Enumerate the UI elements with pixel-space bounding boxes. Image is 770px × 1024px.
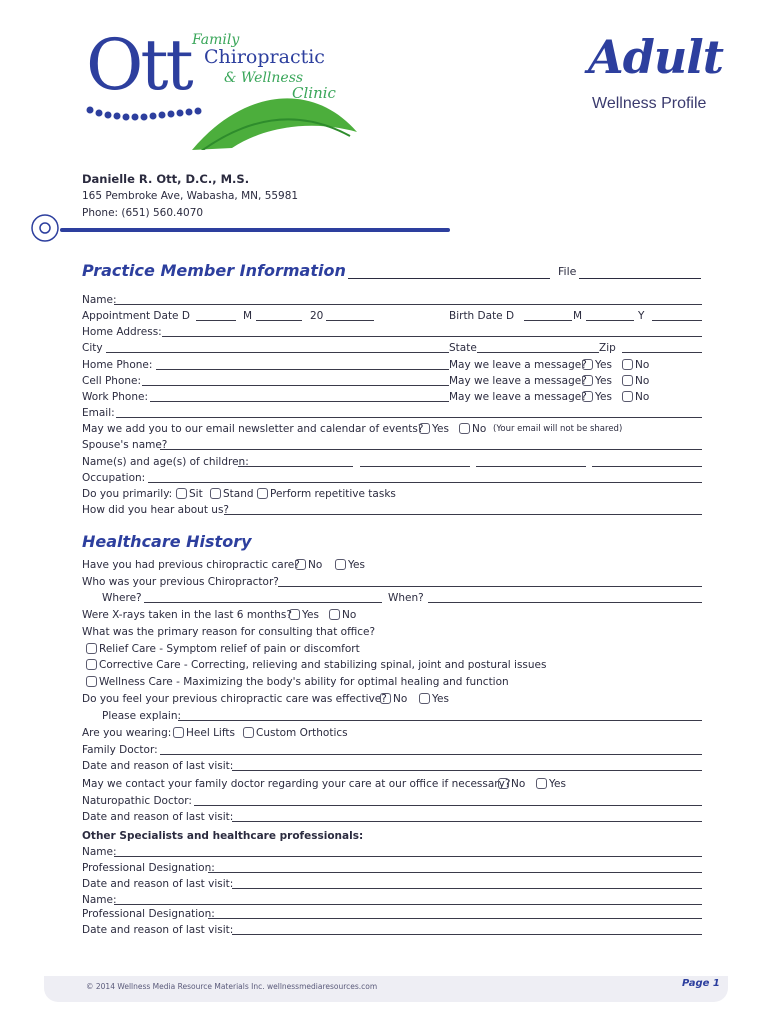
checkbox-icon	[86, 643, 97, 654]
checkbox-icon	[289, 609, 300, 620]
explain-field[interactable]	[178, 720, 702, 721]
target-icon	[30, 213, 60, 243]
child-field-1[interactable]	[238, 466, 353, 467]
naturopathic-row	[82, 793, 702, 809]
checkbox-icon	[329, 609, 340, 620]
home-address-row	[82, 324, 702, 340]
checkbox-icon	[176, 488, 187, 499]
no-label: No	[635, 375, 650, 387]
last-visit-label: Date and reason of last visit:	[82, 811, 234, 823]
primarily-stand[interactable]	[210, 486, 254, 502]
no-label: No	[511, 778, 526, 790]
when-label: When?	[388, 592, 424, 604]
checkbox-icon	[498, 778, 509, 789]
yes-label: Yes	[595, 375, 612, 387]
primary-reason-question: What was the primary reason for consulting that office?	[82, 626, 376, 638]
effective-yes[interactable]	[419, 691, 449, 707]
spouse-label: Spouse's name?	[82, 439, 168, 451]
yes-label: Yes	[549, 778, 566, 790]
child-field-4[interactable]	[592, 466, 702, 467]
occupation-field[interactable]	[148, 482, 702, 483]
wellness-care-option[interactable]	[86, 674, 509, 690]
wellness-care-row	[82, 674, 702, 690]
work-phone-label: Work Phone:	[82, 391, 148, 403]
primarily-row	[82, 486, 702, 502]
birth-month-label: M	[573, 310, 583, 322]
appointment-month-field[interactable]	[256, 320, 302, 321]
prev-chiro-label: Who was your previous Chiropractor?	[82, 576, 279, 588]
form-title: Adult	[588, 30, 724, 84]
naturopathic-field[interactable]	[194, 805, 702, 806]
designation-label: Professional Designation:	[82, 908, 215, 920]
checkbox-icon	[257, 488, 268, 499]
leave-message-label: May we leave a message?	[449, 359, 587, 371]
stand-label: Stand	[223, 488, 254, 500]
relief-care-option[interactable]	[86, 641, 360, 657]
checkbox-icon	[243, 727, 254, 738]
state-field[interactable]	[477, 352, 599, 353]
home-phone-row	[82, 357, 702, 373]
file-field[interactable]	[579, 278, 701, 279]
family-doctor-field[interactable]	[160, 754, 702, 755]
corrective-care-label: Corrective Care - Correcting, relieving and stabilizing spinal, joint and postural issues	[99, 659, 547, 671]
prev-chiro-field[interactable]	[278, 586, 702, 587]
name-row	[82, 292, 702, 308]
city-label: City	[82, 342, 103, 354]
no-label: No	[472, 423, 487, 435]
leave-message-label: May we leave a message?	[449, 391, 587, 403]
checkbox-icon	[459, 423, 470, 434]
family-doctor-row	[82, 742, 702, 758]
primarily-sit[interactable]	[176, 486, 203, 502]
last-visit-field[interactable]	[232, 888, 702, 889]
home-phone-label: Home Phone:	[82, 359, 153, 371]
checkbox-icon	[295, 559, 306, 570]
yes-label: Yes	[432, 693, 449, 705]
last-visit-row-2	[82, 809, 702, 825]
newsletter-yes[interactable]	[419, 421, 449, 437]
yes-label: Yes	[348, 559, 365, 571]
custom-orthotics-label: Custom Orthotics	[256, 727, 348, 739]
section-underline	[348, 278, 550, 279]
custom-orthotics-option[interactable]	[243, 725, 348, 741]
checkbox-icon	[582, 359, 593, 370]
checkbox-icon	[419, 423, 430, 434]
zip-field[interactable]	[622, 352, 702, 353]
corrective-care-option[interactable]	[86, 657, 547, 673]
appointment-day-field[interactable]	[196, 320, 236, 321]
name-field[interactable]	[114, 304, 702, 305]
occupation-row	[82, 470, 702, 486]
file-label: File	[558, 265, 577, 278]
child-field-2[interactable]	[360, 466, 470, 467]
checkbox-icon	[210, 488, 221, 499]
home-address-label: Home Address:	[82, 326, 162, 338]
yes-label: Yes	[432, 423, 449, 435]
cell-phone-message-no[interactable]	[622, 373, 649, 389]
yes-label: Yes	[595, 391, 612, 403]
doctor-name: Danielle R. Ott, D.C., M.S.	[82, 172, 250, 186]
children-label: Name(s) and age(s) of children:	[82, 456, 249, 468]
work-phone-field[interactable]	[150, 401, 449, 402]
repetitive-label: Perform repetitive tasks	[270, 488, 396, 500]
checkbox-icon	[536, 778, 547, 789]
section-practice-member-info: Practice Member Information	[82, 261, 346, 280]
xrays-row	[82, 607, 702, 623]
where-when-row	[82, 590, 702, 606]
primarily-repetitive[interactable]	[257, 486, 396, 502]
logo-family: Family	[192, 32, 240, 48]
logo-wellness: & Wellness	[224, 70, 304, 86]
appointment-year-field[interactable]	[326, 320, 374, 321]
work-phone-message-no[interactable]	[622, 389, 649, 405]
last-visit-field[interactable]	[232, 821, 702, 822]
email-field[interactable]	[116, 417, 702, 418]
checkbox-icon	[582, 391, 593, 402]
last-visit-field[interactable]	[232, 934, 702, 935]
wearing-label: Are you wearing:	[82, 727, 172, 739]
family-doctor-label: Family Doctor:	[82, 744, 158, 756]
children-row	[82, 454, 702, 470]
relief-care-label: Relief Care - Symptom relief of pain or discomfort	[99, 643, 360, 655]
home-phone-field[interactable]	[156, 369, 449, 370]
logo-clinic: Clinic	[292, 84, 336, 102]
name-label: Name:	[82, 294, 117, 306]
specialist-name-field[interactable]	[114, 904, 702, 905]
home-address-field[interactable]	[162, 336, 702, 337]
state-label: State	[449, 342, 477, 354]
checkbox-icon	[335, 559, 346, 570]
explain-row	[82, 708, 702, 724]
appointment-year-prefix: 20	[310, 310, 324, 322]
designation-row-2	[82, 906, 702, 922]
designation-field[interactable]	[208, 918, 702, 919]
hear-about-field[interactable]	[224, 514, 702, 515]
dates-row	[82, 308, 702, 324]
last-visit-row-1	[82, 758, 702, 774]
last-visit-label: Date and reason of last visit:	[82, 760, 234, 772]
clinic-logo	[82, 24, 362, 150]
wellness-care-label: Wellness Care - Maximizing the body's ability for optimal healing and function	[99, 676, 509, 688]
newsletter-row	[82, 421, 702, 437]
yes-label: Yes	[595, 359, 612, 371]
checkbox-icon	[86, 659, 97, 670]
checkbox-icon	[86, 676, 97, 687]
birth-date-label: Birth Date D	[449, 310, 515, 322]
divider-bar	[60, 228, 450, 232]
occupation-label: Occupation:	[82, 472, 146, 484]
birth-day-field[interactable]	[524, 320, 572, 321]
specialist-name-row-1	[82, 844, 702, 860]
newsletter-question: May we add you to our email newsletter and calendar of events?	[82, 423, 424, 435]
designation-row-1	[82, 860, 702, 876]
cell-phone-message-yes[interactable]	[582, 373, 612, 389]
last-visit-row-3	[82, 876, 702, 892]
sit-label: Sit	[189, 488, 203, 500]
specialist-name-field[interactable]	[114, 856, 702, 857]
work-phone-message-yes[interactable]	[582, 389, 612, 405]
birth-year-field[interactable]	[652, 320, 702, 321]
home-phone-message-no[interactable]	[622, 357, 649, 373]
heel-lifts-option[interactable]	[173, 725, 235, 741]
section-healthcare-history: Healthcare History	[82, 532, 252, 551]
checkbox-icon	[622, 359, 633, 370]
prev-care-row	[82, 557, 702, 573]
specialist-name-label: Name:	[82, 894, 117, 906]
xrays-question: Were X-rays taken in the last 6 months?	[82, 609, 292, 621]
contact-doctor-row	[82, 776, 702, 792]
primarily-label: Do you primarily:	[82, 488, 173, 500]
work-phone-row	[82, 389, 702, 405]
city-row	[82, 340, 702, 356]
appointment-date-label: Appointment Date D	[82, 310, 190, 322]
explain-label: Please explain:	[102, 710, 182, 722]
checkbox-icon	[419, 693, 430, 704]
prev-care-question: Have you had previous chiropractic care?	[82, 559, 300, 571]
yes-label: Yes	[302, 609, 319, 621]
wearing-row	[82, 725, 702, 741]
birth-year-label: Y	[638, 310, 645, 322]
doctor-address: 165 Pembroke Ave, Wabasha, MN, 55981	[82, 190, 299, 202]
effective-no[interactable]	[380, 691, 407, 707]
leave-message-label: May we leave a message?	[449, 375, 587, 387]
footer-copyright: © 2014 Wellness Media Resource Materials Inc. wellnessmediaresources.com	[86, 982, 378, 991]
no-label: No	[393, 693, 408, 705]
designation-field[interactable]	[208, 872, 702, 873]
prev-chiro-row	[82, 574, 702, 590]
page-number: Page 1	[682, 978, 720, 989]
cell-phone-label: Cell Phone:	[82, 375, 142, 387]
checkbox-icon	[622, 375, 633, 386]
cell-phone-field[interactable]	[142, 385, 449, 386]
naturopathic-label: Naturopathic Doctor:	[82, 795, 192, 807]
other-specialists-row	[82, 828, 702, 844]
no-label: No	[635, 391, 650, 403]
no-label: No	[308, 559, 323, 571]
effective-question: Do you feel your previous chiropractic care was effective?	[82, 693, 387, 705]
specialist-name-label: Name:	[82, 846, 117, 858]
checkbox-icon	[582, 375, 593, 386]
no-label: No	[635, 359, 650, 371]
cell-phone-row	[82, 373, 702, 389]
no-label: No	[342, 609, 357, 621]
newsletter-no[interactable]	[459, 421, 486, 437]
primary-reason-row	[82, 624, 702, 640]
last-visit-field[interactable]	[232, 770, 702, 771]
last-visit-row-4	[82, 922, 702, 938]
email-label: Email:	[82, 407, 115, 419]
where-label: Where?	[102, 592, 142, 604]
xrays-yes[interactable]	[289, 607, 319, 623]
when-field[interactable]	[428, 602, 702, 603]
relief-care-row	[82, 641, 702, 657]
where-field[interactable]	[144, 602, 382, 603]
xrays-no[interactable]	[329, 607, 356, 623]
child-field-3[interactable]	[476, 466, 586, 467]
last-visit-label: Date and reason of last visit:	[82, 924, 234, 936]
prev-care-yes[interactable]	[335, 557, 365, 573]
logo-ott: Ott	[86, 24, 191, 106]
prev-care-no[interactable]	[295, 557, 322, 573]
checkbox-icon	[173, 727, 184, 738]
other-specialists-heading: Other Specialists and healthcare professionals:	[82, 830, 364, 842]
logo-chiropractic: Chiropractic	[204, 46, 325, 68]
appointment-month-label: M	[243, 310, 253, 322]
last-visit-label: Date and reason of last visit:	[82, 878, 234, 890]
contact-doctor-no[interactable]	[498, 776, 525, 792]
doctor-phone: Phone: (651) 560.4070	[82, 207, 204, 219]
email-row	[82, 405, 702, 421]
corrective-care-row	[82, 657, 702, 673]
form-subtitle: Wellness Profile	[592, 95, 707, 112]
heel-lifts-label: Heel Lifts	[186, 727, 235, 739]
spouse-field[interactable]	[160, 449, 702, 450]
effective-row	[82, 691, 702, 707]
hear-about-label: How did you hear about us?	[82, 504, 229, 516]
hear-about-row	[82, 502, 702, 518]
designation-label: Professional Designation:	[82, 862, 215, 874]
birth-month-field[interactable]	[586, 320, 634, 321]
zip-label: Zip	[599, 342, 616, 354]
contact-doctor-question: May we contact your family doctor regarding your care at our office if necessary?	[82, 778, 511, 790]
checkbox-icon	[622, 391, 633, 402]
city-field[interactable]	[106, 352, 449, 353]
email-not-shared-note: (Your email will not be shared)	[493, 424, 623, 434]
checkbox-icon	[380, 693, 391, 704]
spouse-row	[82, 437, 702, 453]
contact-doctor-yes[interactable]	[536, 776, 566, 792]
home-phone-message-yes[interactable]	[582, 357, 612, 373]
